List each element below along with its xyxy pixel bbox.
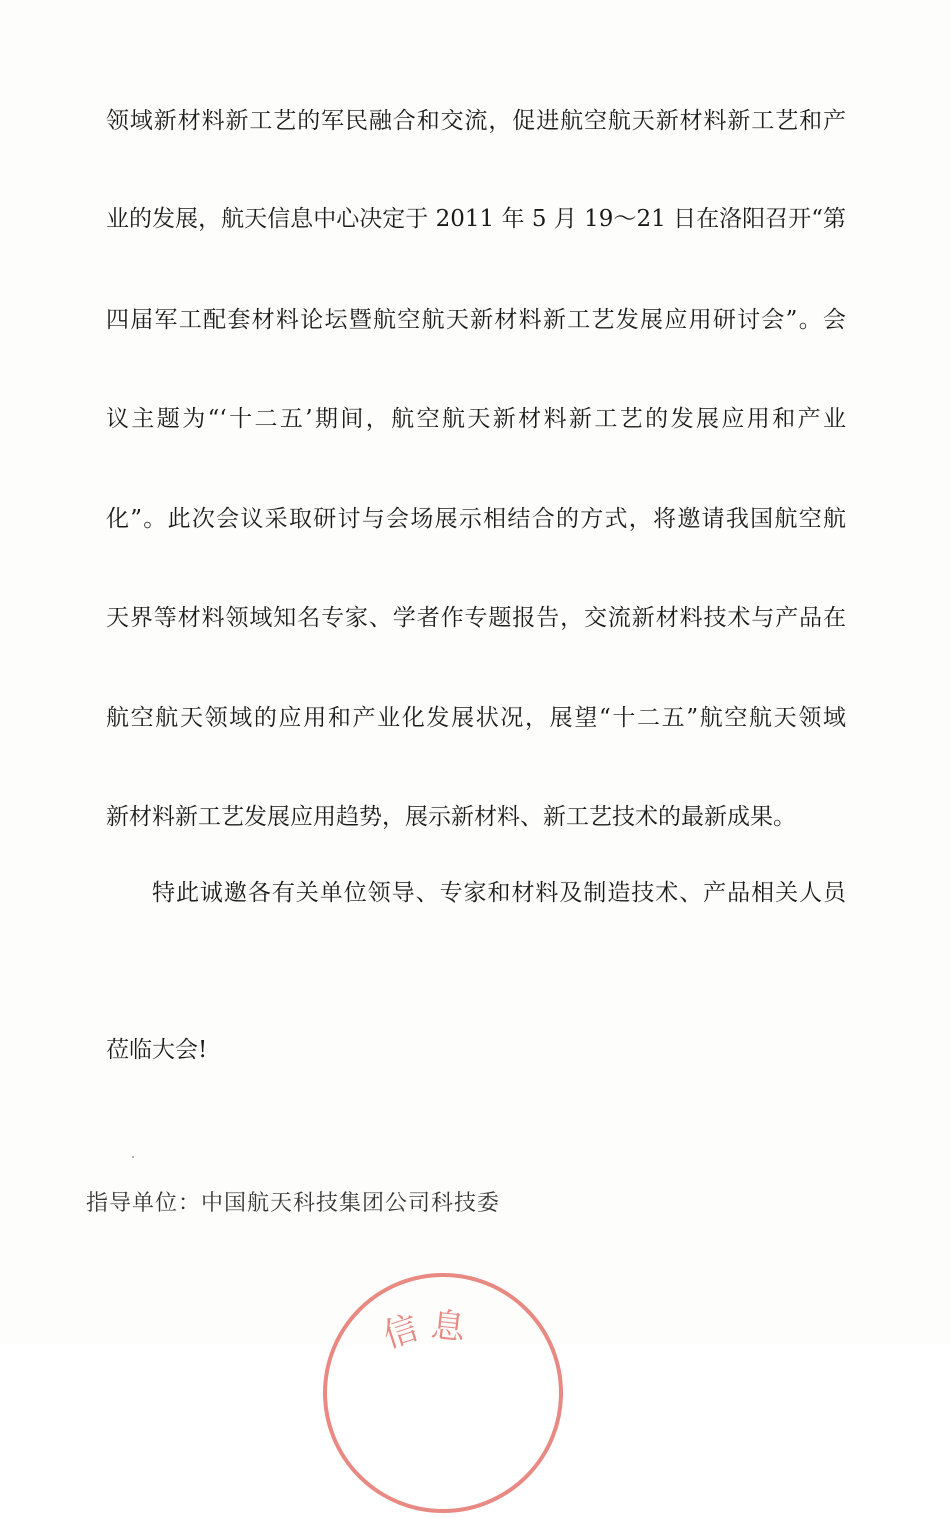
- body-line-8: 新材料新工艺发展应用趋势，展示新材料、新工艺技术的最新成果。: [106, 804, 796, 830]
- scan-speck: [132, 1156, 134, 1158]
- body-line-4: 议主题为“‘十二五’期间，航空航天新材料新工艺的发展应用和产业: [106, 406, 846, 432]
- body-line-1: 领域新材料新工艺的军民融合和交流，促进航空航天新材料新工艺和产: [106, 108, 846, 134]
- body-line-5: 化”。此次会议采取研讨与会场展示相结合的方式，将邀请我国航空航: [106, 506, 846, 532]
- body-line-6: 天界等材料领域知名专家、学者作专题报告，交流新材料技术与产品在: [106, 605, 846, 631]
- official-seal-stamp: [318, 1268, 568, 1518]
- seal-char-1: 信: [378, 1308, 424, 1357]
- guiding-unit-line: 指导单位：中国航天科技集团公司科技委: [86, 1191, 501, 1216]
- seal-char-2: 息: [429, 1305, 468, 1349]
- body-line-3: 四届军工配套材料论坛暨航空航天新材料新工艺发展应用研讨会”。会: [106, 307, 846, 333]
- body-line-2: 业的发展，航天信息中心决定于 2011 年 5 月 19～21 日在洛阳召开“第: [106, 206, 846, 232]
- closing-line: 莅临大会!: [106, 1037, 208, 1063]
- body-line-7: 航空航天领域的应用和产业化发展状况，展望“十二五”航空航天领域: [106, 705, 846, 731]
- invitation-line: 特此诚邀各有关单位领导、专家和材料及制造技术、产品相关人员: [152, 880, 846, 906]
